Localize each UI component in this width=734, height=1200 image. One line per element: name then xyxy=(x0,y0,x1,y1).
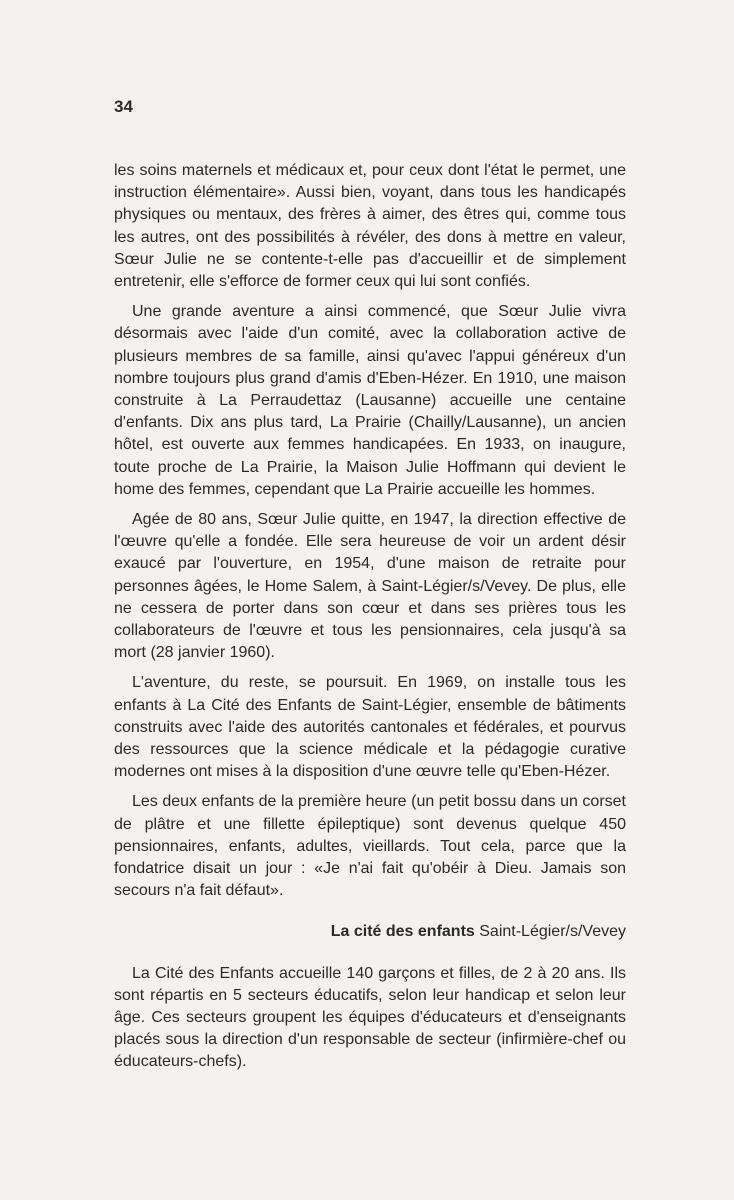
section-paragraph: La Cité des Enfants accueille 140 garçons et filles, de 2 à 20 ans. Ils sont répartis en 5 secteurs éducatifs, selon leur handicap et selon leur âge. Ces secteurs groupent les équipes d'éducateurs et d'enseignants placés sous la direction d'un responsable de secteur (infirmière-chef ou éducateurs-chefs). xyxy=(114,964,626,1071)
paragraph-3: Agée de 80 ans, Sœur Julie quitte, en 1947, la direction effective de l'œuvre qu'elle a fondée. Elle sera heureuse de voir un ardent désir exaucé par l'ouverture, en 1954, d'une maison de retraite pour personnes âgées, le Home Salem, à Saint-Légier/s/Vevey. De plus, elle ne cessera de porter dans son cœur et dans ses prières tous les collaborateurs de l'œuvre et tous les pensionnaires, cela jusqu'à sa mort (28 janvier 1960). xyxy=(114,511,626,662)
section-place: Saint-Légier/s/Vevey xyxy=(479,922,626,940)
body-text xyxy=(114,160,626,1082)
page-number: 34 xyxy=(114,97,133,116)
paragraph-1: les soins maternels et médicaux et, pour ceux dont l'état le permet, une instruction élémentaire». Aussi bien, voyant, dans tous les handicapés physiques ou mentaux, des frères à aimer, des êtres qui, comme tous les autres, ont des possibilités à révéler, des dons à mettre en valeur, Sœur Julie ne se contente-t-elle pas d'accueillir et de simplement entretenir, elle s'efforce de former ceux qui lui sont confiés. xyxy=(114,162,626,291)
section-title: La cité des enfants xyxy=(330,922,475,940)
paragraph-2: Une grande aventure a ainsi commencé, que Sœur Julie vivra désormais avec l'aide d'un comité, avec la collaboration active de plusieurs membres de sa famille, ainsi qu'avec l'appui généreux d'un nombre toujours plus grand d'amis d'Eben-Hézer. En 1910, une maison construite à La Perraudettaz (Lausanne) accueille une centaine d'enfants. Dix ans plus tard, La Prairie (Chailly/Lausanne), un ancien hôtel, est ouverte aux femmes handicapées. En 1933, on inaugure, toute proche de La Prairie, la Maison Julie Hoffmann qui devient le home des femmes, cependant que La Prairie accueille les hommes. xyxy=(114,303,626,498)
section-heading xyxy=(114,921,626,943)
paragraph-4: L'aventure, du reste, se poursuit. En 1969, on installe tous les enfants à La Cité des Enfants de Saint-Légier, ensemble de bâtiments construits avec l'aide des autorités cantonales et fédérales, et pourvus des ressources que la science médicale et la pédagogie curative modernes ont mises à la disposition d'une œuvre telle qu'Eben-Hézer. xyxy=(114,674,626,781)
paragraph-5: Les deux enfants de la première heure (un petit bossu dans un corset de plâtre et une fillette épileptique) sont devenus quelque 450 pensionnaires, enfants, adultes, vieillards. Tout cela, parce que la fondatrice disait un jour : «Je n'ai fait qu'obéir à Dieu. Jamais son secours n'a fait défaut». xyxy=(114,793,626,900)
